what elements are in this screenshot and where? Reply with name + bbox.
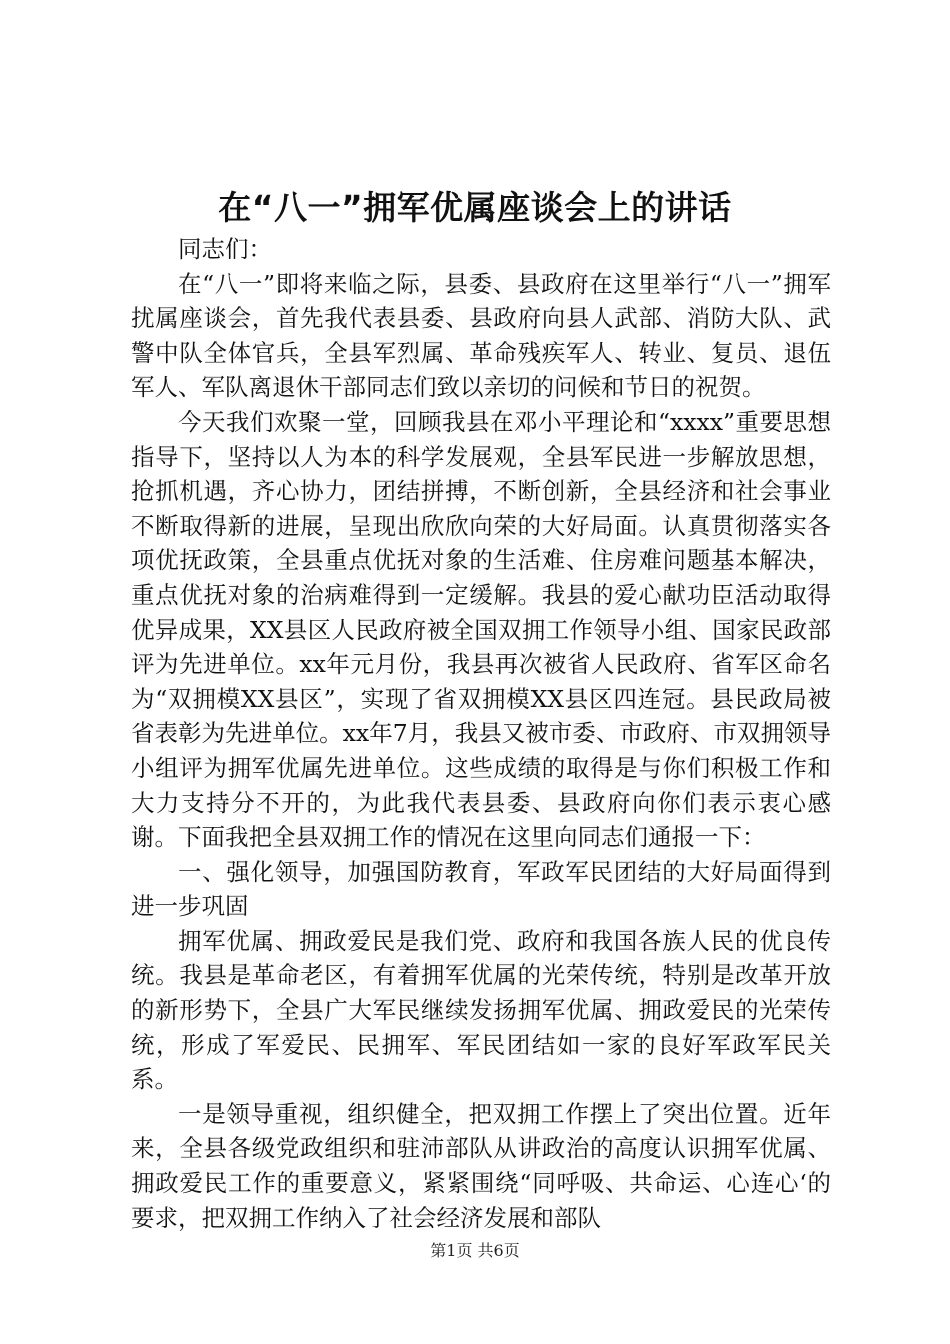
body-paragraph: 今天我们欢聚一堂，回顾我县在邓小平理论和“xxxx”重要思想指导下，坚持以人为本的科学发展观，全县军民进一步解放思想，抢抓机遇，齐心协力，团结拼搏，不断创新，全县经济和社会事业不断取得新的进展，呈现出欣欣向荣的大好局面。认真贯彻落实各项优抚政策，全县重点优抚对象的生活难、住房难问题基本解决，重点优抚对象的治病难得到一定缓解。我县的爱心献功臣活动取得优异成果，XX县区人民政府被全国双拥工作领导小组、国家民政部评为先进单位。xx年元月份，我县再次被省人民政府、省军区命名为“双拥模XX县区”，实现了省双拥模XX县区四连冠。县民政局被省表彰为先进单位。xx年7月，我县又被市委、市政府、市双拥领导小组评为拥军优属先进单位。这些成绩的取得是与你们积极工作和大力支持分不开的，为此我代表县委、县政府向你们表示衷心感谢。下面我把全县双拥工作的情况在这里向同志们通报一下： — [131, 407, 831, 852]
page-number-footer: 第1页 共6页 — [430, 1241, 520, 1260]
section-heading: 一、强化领导，加强国防教育，军政军民团结的大好局面得到进一步巩固 — [131, 857, 831, 921]
document-body — [131, 232, 831, 1235]
body-paragraph: 一是领导重视，组织健全，把双拥工作摆上了突出位置。近年来，全县各级党政组织和驻沛部队从讲政治的高度认识拥军优属、拥政爱民工作的重要意义，紧紧围绕“同呼吸、共命运、心连心‘的要求，把双拥工作纳入了社会经济发展和部队 — [131, 1099, 831, 1232]
body-paragraph: 拥军优属、拥政爱民是我们党、政府和我国各族人民的优良传统。我县是革命老区，有着拥军优属的光荣传统，特别是改革开放的新形势下，全县广大军民继续发扬拥军优属、拥政爱民的光荣传统，形成了军爱民、民拥军、军民团结如一家的良好军政军民关系。 — [131, 926, 831, 1094]
salutation-paragraph: 同志们： — [178, 235, 272, 263]
document-title: 在“八一”拥军优属座谈会上的讲话 — [218, 188, 732, 227]
body-paragraph: 在“八一”即将来临之际，县委、县政府在这里举行“八一”拥军扰属座谈会，首先我代表县委、县政府向县人武部、消防大队、武警中队全体官兵，全县军烈属、革命残疾军人、转业、复员、退伍军人、军队离退休干部同志们致以亲切的问候和节日的祝贺。 — [131, 269, 831, 402]
